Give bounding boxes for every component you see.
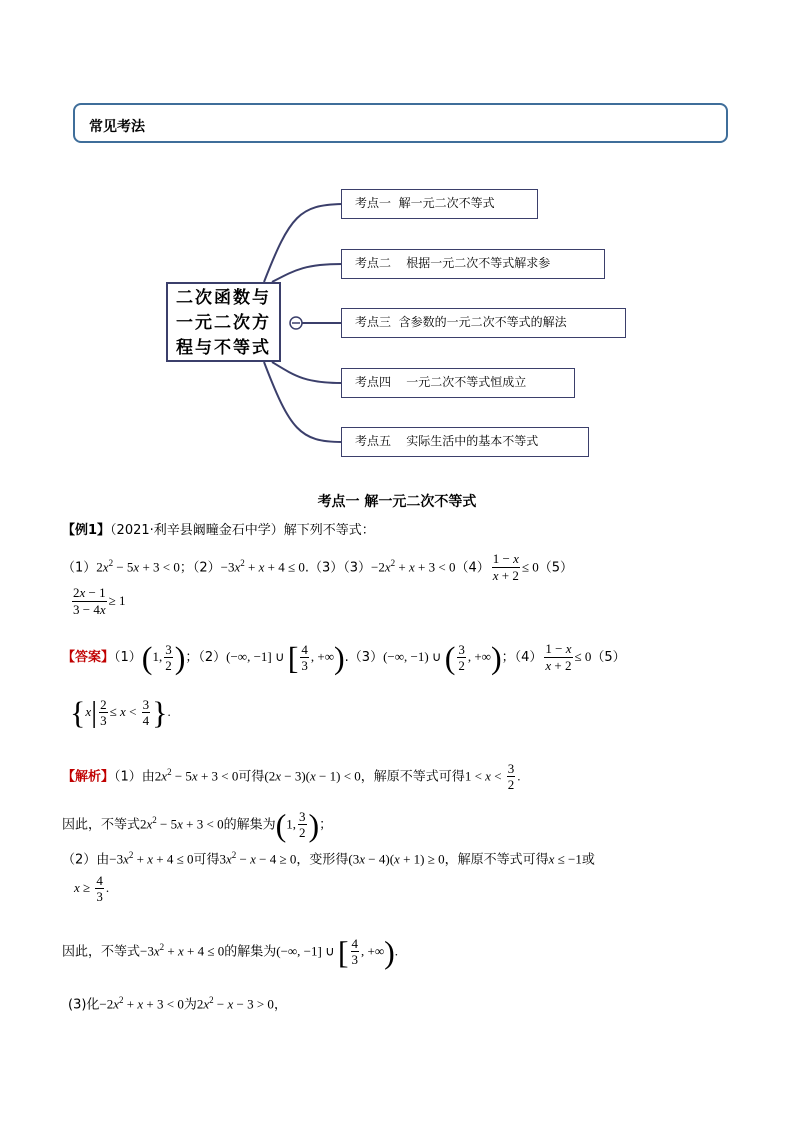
mindmap-branch-2: 考点二 根据一元二次不等式解求参 — [341, 249, 605, 279]
problem-label-1: （1） — [62, 560, 97, 576]
answer-label-5: （5） — [591, 650, 626, 665]
problem-label-4: （4） — [455, 560, 490, 576]
analysis-text-6a: (3)化 — [68, 997, 100, 1013]
analysis-line3: （2）由$-3x^2 + x + 4 \le 0$可得$3x^2 - x - 4 \ge 0$，变形得(3x − 4)(x + 1) ≥ 0，解原不等式可得x ≤ −1或 — [62, 850, 595, 868]
answer-label-3: .（3） — [344, 650, 384, 665]
center-line-3: 程与不等式 — [176, 338, 271, 358]
mindmap-branch-4: 考点四 一元二次不等式恒成立 — [341, 368, 575, 398]
analysis-text-1b: 可得 — [238, 769, 265, 785]
analysis-line1: 【解析】（1）由$2x^2 - 5x + 3 < 0$可得(2x − 3)(x − 1) < 0，解原不等式可得1 < x < $\frac{3}{2}$ . — [62, 761, 521, 793]
example-problems-line1: $(1)2x^2 - 5x + 3 < 0$；$(2)-3x^2 + x + 4 \le 0.(3)(3)-2x^2 + x + 3 < 0(4)$ $\frac{1 - x}{x + 2}$ ≤ 0（5） — [62, 551, 574, 584]
analysis-text-3e: 或 — [581, 852, 595, 868]
analysis-line5: 因此，不等式$-3x^2 + x + 4 \le 0$的解集为(−∞, −1] ∪ [ $\frac{4}{3}$ , +∞). — [62, 933, 399, 970]
answer-tag: 【答案】 — [62, 650, 115, 665]
analysis-text-3a: （2）由 — [62, 852, 110, 868]
analysis-text-6b: 为 — [183, 997, 197, 1013]
example-problem-5: $\frac{2x - 1}{3 - 4x}$ ≥ 1 — [73, 585, 126, 617]
mindmap-branch-1: 考点一 解一元二次不等式 — [341, 189, 538, 219]
example-heading — [62, 519, 375, 538]
example-tag: 【例1】 — [62, 523, 111, 538]
analysis-tag: 【解析】 — [62, 769, 115, 785]
connector-2 — [272, 264, 342, 282]
analysis-text-1a: （1）由 — [114, 769, 155, 785]
section-title: 考点一 解一元二次不等式 — [317, 494, 477, 510]
analysis-text-1c: ，解原不等式可得 — [360, 769, 465, 785]
analysis-text-5a: 因此，不等式 — [62, 944, 141, 960]
analysis-text-3d: ，解原不等式可得 — [444, 852, 549, 868]
problem-label-2: ；（2） — [179, 560, 221, 576]
answer-line1: 【答案】（1）(1, $\frac{3}{2}$ )；（2）(−∞, −1] ∪ [ $\frac{4}{3}$ , +∞).（3）(−∞, −1) ∪ ( $\frac{3}{2}$ , +∞)；（4） $\frac{1 - x}{x + 2}$ ≤ 0（5） — [62, 639, 626, 676]
problem-label-5: （5） — [538, 560, 574, 576]
analysis-line6: (3)化$-2x^2 + x + 3 < 0$为$2x^2 - x - 3 > 0$， — [68, 995, 287, 1013]
connector-1 — [264, 204, 342, 282]
answer-label-1: （1） — [114, 650, 142, 665]
problem-label-3: .（3）（3） — [304, 560, 372, 576]
center-line-1: 二次函数与 — [176, 288, 271, 308]
mindmap-branch-3: 考点三 含参数的一元二次不等式的解法 — [341, 308, 626, 338]
analysis-line4: x ≥ $\frac{4}{3}$ . — [74, 873, 110, 904]
connector-5 — [264, 362, 342, 442]
answer-label-2: ；（2） — [185, 650, 227, 665]
analysis-text-2a: 因此，不等式 — [62, 817, 141, 833]
connector-4 — [272, 362, 342, 383]
analysis-text-5b: 的解集为 — [224, 944, 277, 960]
mindmap-branch-5: 考点五 实际生活中的基本不等式 — [341, 427, 589, 457]
analysis-text-3b: 可得 — [193, 852, 220, 868]
answer-label-4: ；（4） — [501, 650, 543, 665]
analysis-text-2b: 的解集为 — [223, 817, 276, 833]
answer-line2: {x| $\frac{2}{3}$ ≤ x < $\frac{3}{4}$ }. — [70, 694, 171, 731]
analysis-text-3c: ，变形得 — [296, 852, 349, 868]
mindmap-center-node — [166, 282, 281, 362]
center-line-2: 一元二次方 — [176, 313, 271, 333]
header-title: 常见考法 — [89, 119, 145, 135]
analysis-line2: 因此，不等式$2x^2 - 5x + 3 < 0$的解集为(1, $\frac{3}{2}$ )； — [62, 806, 333, 843]
example-source: （2021·利辛县阚疃金石中学）解下列不等式： — [110, 523, 375, 538]
